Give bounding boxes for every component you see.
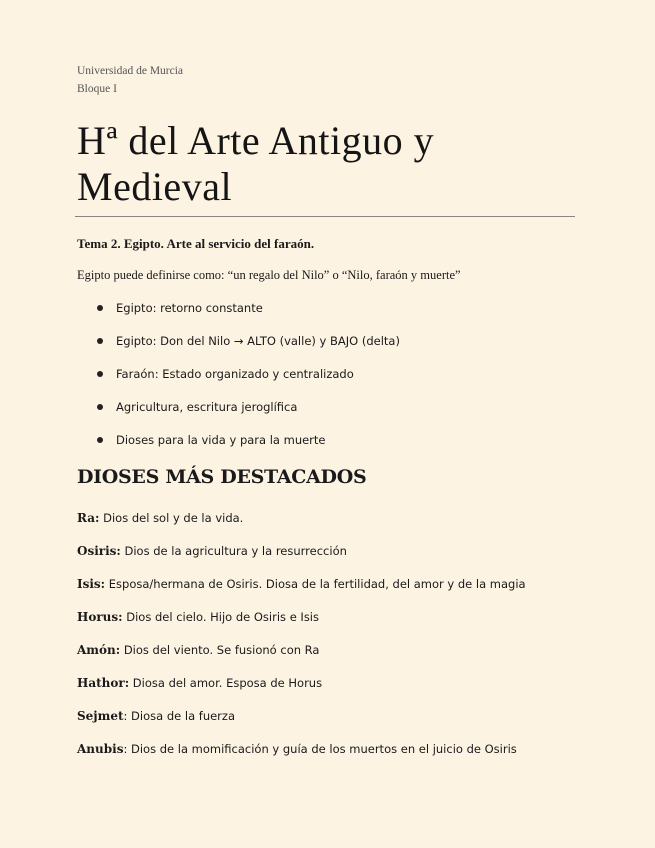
god-description: Dios del viento. Se fusionó con Ra xyxy=(120,643,320,657)
god-entry xyxy=(77,708,526,741)
document-header xyxy=(77,62,183,98)
god-name: Hathor: xyxy=(77,676,130,690)
bullet-dot-icon xyxy=(97,437,103,443)
list-item xyxy=(77,432,400,465)
list-item-text: Agricultura, escritura jeroglífica xyxy=(116,400,298,414)
intro-paragraph: Egipto puede definirse como: “un regalo del Nilo” o “Nilo, faraón y muerte” xyxy=(77,268,461,282)
god-entry xyxy=(77,609,526,642)
section-heading: DIOSES MÁS DESTACADOS xyxy=(77,466,367,488)
god-description: : Dios de la momificación y guía de los muertos en el juicio de Osiris xyxy=(123,742,517,756)
page-title: Hª del Arte Antiguo y Medieval xyxy=(77,118,435,209)
bullet-dot-icon xyxy=(97,305,103,311)
god-description: Dios del sol y de la vida. xyxy=(99,511,244,525)
god-name: Sejmet xyxy=(77,709,124,723)
list-item-text: Egipto: retorno constante xyxy=(116,301,263,315)
god-description: Dios del cielo. Hijo de Osiris e Isis xyxy=(122,610,319,624)
god-description: : Diosa de la fuerza xyxy=(123,709,235,723)
god-name: Osiris: xyxy=(77,544,121,558)
bullet-list xyxy=(77,300,400,465)
bullet-dot-icon xyxy=(97,338,103,344)
list-item-text: Faraón: Estado organizado y centralizado xyxy=(116,367,354,381)
list-item xyxy=(77,399,400,432)
list-item xyxy=(77,300,400,333)
god-entry xyxy=(77,543,526,576)
institution-label: Universidad de Murcia xyxy=(77,65,184,77)
god-name: Horus: xyxy=(77,610,123,624)
title-divider xyxy=(75,216,575,217)
god-entry xyxy=(77,510,526,543)
gods-list xyxy=(77,510,526,774)
god-description: Esposa/hermana de Osiris. Diosa de la fertilidad, del amor y de la magia xyxy=(105,577,526,591)
topic-subtitle: Tema 2. Egipto. Arte al servicio del faraón. xyxy=(77,236,315,251)
god-description: Dios de la agricultura y la resurrección xyxy=(120,544,347,558)
god-entry xyxy=(77,675,526,708)
god-name: Anubis xyxy=(77,742,124,756)
god-entry xyxy=(77,741,526,774)
list-item xyxy=(77,333,400,366)
bullet-dot-icon xyxy=(97,404,103,410)
god-name: Amón: xyxy=(77,643,121,657)
god-entry xyxy=(77,642,526,675)
god-entry xyxy=(77,576,526,609)
bullet-dot-icon xyxy=(97,371,103,377)
list-item-text: Egipto: Don del Nilo → ALTO (valle) y BAJO (delta) xyxy=(116,334,400,348)
god-name: Isis: xyxy=(77,577,106,591)
god-name: Ra: xyxy=(77,511,100,525)
block-label: Bloque I xyxy=(77,83,117,95)
list-item xyxy=(77,366,400,399)
list-item-text: Dioses para la vida y para la muerte xyxy=(116,433,326,447)
god-description: Diosa del amor. Esposa de Horus xyxy=(129,676,323,690)
